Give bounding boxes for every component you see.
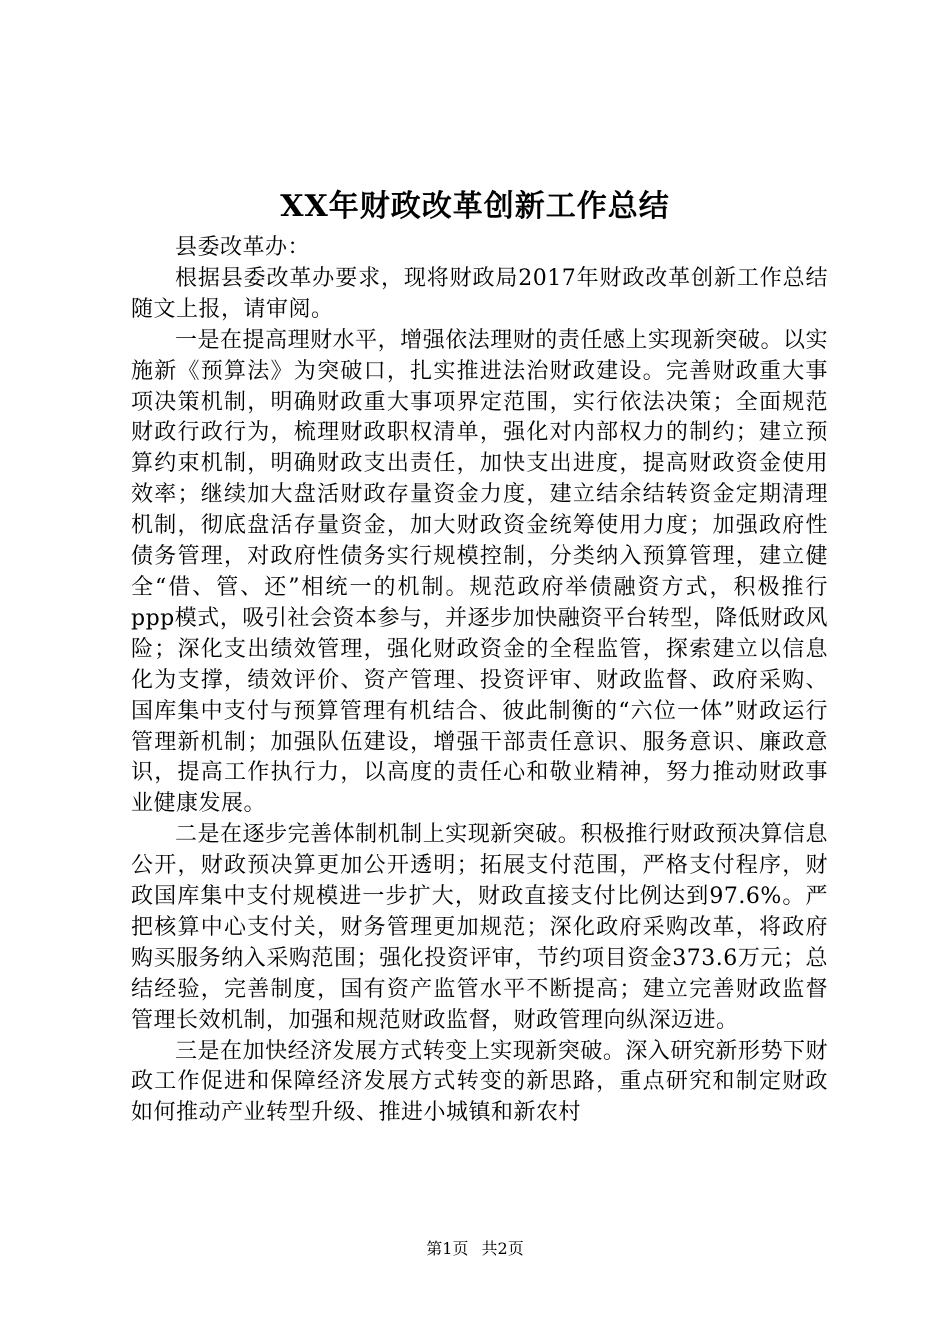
document-title: XX年财政改革创新工作总结 (280, 189, 670, 224)
document-body (131, 233, 828, 1129)
paragraph-two: 二是在逐步完善体制机制上实现新突破。积极推行财政预决算信息公开，财政预决算更加公开透明；拓展支付范围，严格支付程序，财政国库集中支付规模进一步扩大，财政直接支付比例达到97.6%。严把核算中心支付关，财务管理更加规范；深化政府采购改革，将政府购买服务纳入采购范围；强化投资评审，节约项目资金373.6万元；总结经验，完善制度，国有资产监管水平不断提高；建立完善财政监督管理长效机制，加强和规范财政监督，财政管理向纵深迈进。 (131, 822, 828, 1033)
page-number-total: 共2页 (481, 1239, 524, 1258)
page-number-current: 第1页 (426, 1239, 469, 1258)
paragraph-intro: 根据县委改革办要求，现将财政局2017年财政改革创新工作总结随文上报，请审阅。 (131, 265, 828, 322)
paragraph-three: 三是在加快经济发展方式转变上实现新突破。深入研究新形势下财政工作促进和保障经济发展方式转变的新思路，重点研究和制定财政如何推动产业转型升级、推进小城镇和新农村 (131, 1038, 828, 1126)
paragraph-one: 一是在提高理财水平，增强依法理财的责任感上实现新突破。以实施新《预算法》为突破口，扎实推进法治财政建设。完善财政重大事项决策机制，明确财政重大事项界定范围，实行依法决策；全面规范财政行政行为，梳理财政职权清单，强化对内部权力的制约；建立预算约束机制，明确财政支出责任，加快支出进度，提高财政资金使用效率；继续加大盘活财政存量资金力度，建立结余结转资金定期清理机制，彻底盘活存量资金，加大财政资金统筹使用力度；加强政府性债务管理，对政府性债务实行规模控制，分类纳入预算管理，建立健全“借、管、还”相统一的机制。规范政府举债融资方式，积极推行ppp模式，吸引社会资本参与，并逐步加快融资平台转型，降低财政风险；深化支出绩效管理，强化财政资金的全程监管，探索建立以信息化为支撑，绩效评价、资产管理、投资评审、财政监督、政府采购、国库集中支付与预算管理有机结合、彼此制衡的“六位一体”财政运行管理新机制；加强队伍建设，增强干部责任意识、服务意识、廉政意识，提高工作执行力，以高度的责任心和敬业精神，努力推动财政事业健康发展。 (131, 327, 828, 817)
salutation: 县委改革办： (175, 235, 311, 260)
page-footer (0, 1237, 950, 1261)
